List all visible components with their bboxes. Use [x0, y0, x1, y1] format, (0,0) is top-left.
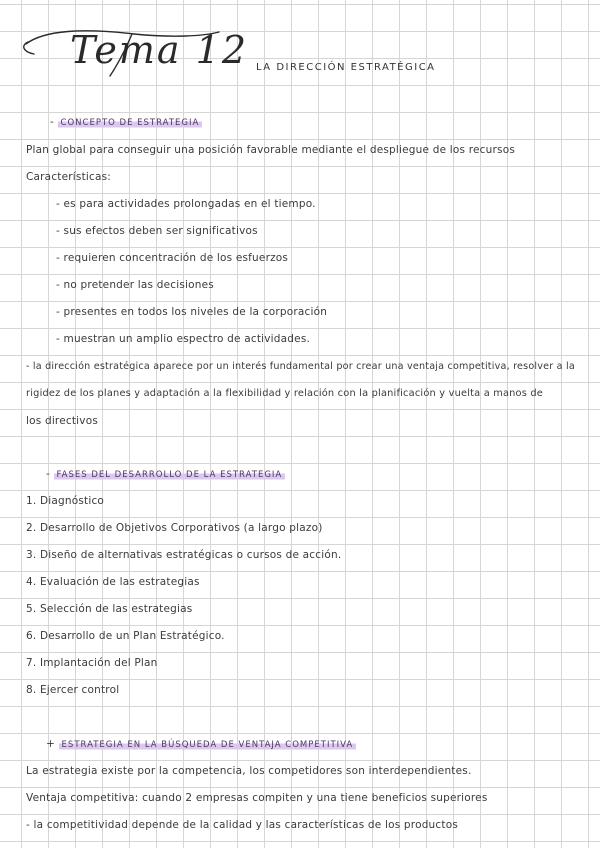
- text-line: - la competitividad depende de la calidad y las características de los productos: [26, 819, 458, 831]
- list-item: 1. Diagnóstico: [26, 495, 105, 507]
- text-line: rigidez de los planes y adaptación a la flexibilidad y relación con la planificación y vuelta a manos de: [26, 388, 544, 399]
- list-item: 3. Diseño de alternativas estratégicas o cursos de acción.: [26, 549, 342, 561]
- section-heading: - CONCEPTO DE ESTRATEGIA: [50, 116, 202, 128]
- page-subtitle: LA DIRECCIÓN ESTRATÉGICA: [256, 62, 436, 73]
- bullet-line: - presentes en todos los niveles de la corporación: [56, 306, 328, 318]
- bullet-line: - es para actividades prolongadas en el tiempo.: [56, 198, 316, 210]
- bullet-line: - no pretender las decisiones: [56, 279, 214, 291]
- text-line: Características:: [26, 171, 112, 183]
- text-line: los directivos: [26, 415, 98, 427]
- section-heading-highlight: FASES DEL DESARROLLO DE LA ESTRATEGIA: [54, 470, 286, 480]
- list-item: 6. Desarrollo de un Plan Estratégico.: [26, 630, 225, 642]
- list-item: 8. Ejercer control: [26, 684, 120, 696]
- section-heading-highlight: CONCEPTO DE ESTRATEGIA: [58, 118, 203, 128]
- bullet-line: - muestran un amplio espectro de actividades.: [56, 333, 311, 345]
- text-line: Ventaja competitiva: cuando 2 empresas compiten y una tiene beneficios superiores: [26, 792, 488, 804]
- section-heading: - FASES DEL DESARROLLO DE LA ESTRATEGIA: [46, 468, 285, 480]
- text-line: Plan global para conseguir una posición favorable mediante el despliegue de los recursos: [26, 144, 515, 156]
- list-item: 4. Evaluación de las estrategias: [26, 576, 200, 588]
- text-line: La estrategia existe por la competencia, los competidores son interdependientes.: [26, 765, 472, 777]
- page-title: Tema 12: [70, 28, 249, 72]
- list-item: 7. Implantación del Plan: [26, 657, 158, 669]
- section-heading-highlight: ESTRATEGIA EN LA BÚSQUEDA DE VENTAJA COMPETITIVA: [59, 740, 357, 750]
- list-item: 5. Selección de las estrategias: [26, 603, 193, 615]
- bullet-line: - sus efectos deben ser significativos: [56, 225, 258, 237]
- bullet-line: - requieren concentración de los esfuerzos: [56, 252, 289, 264]
- text-line: - la dirección estratégica aparece por un interés fundamental por crear una ventaja competitiva, resolver a la: [26, 361, 575, 372]
- section-heading: + ESTRATEGIA EN LA BÚSQUEDA DE VENTAJA COMPETITIVA: [46, 738, 356, 750]
- list-item: 2. Desarrollo de Objetivos Corporativos (a largo plazo): [26, 522, 323, 534]
